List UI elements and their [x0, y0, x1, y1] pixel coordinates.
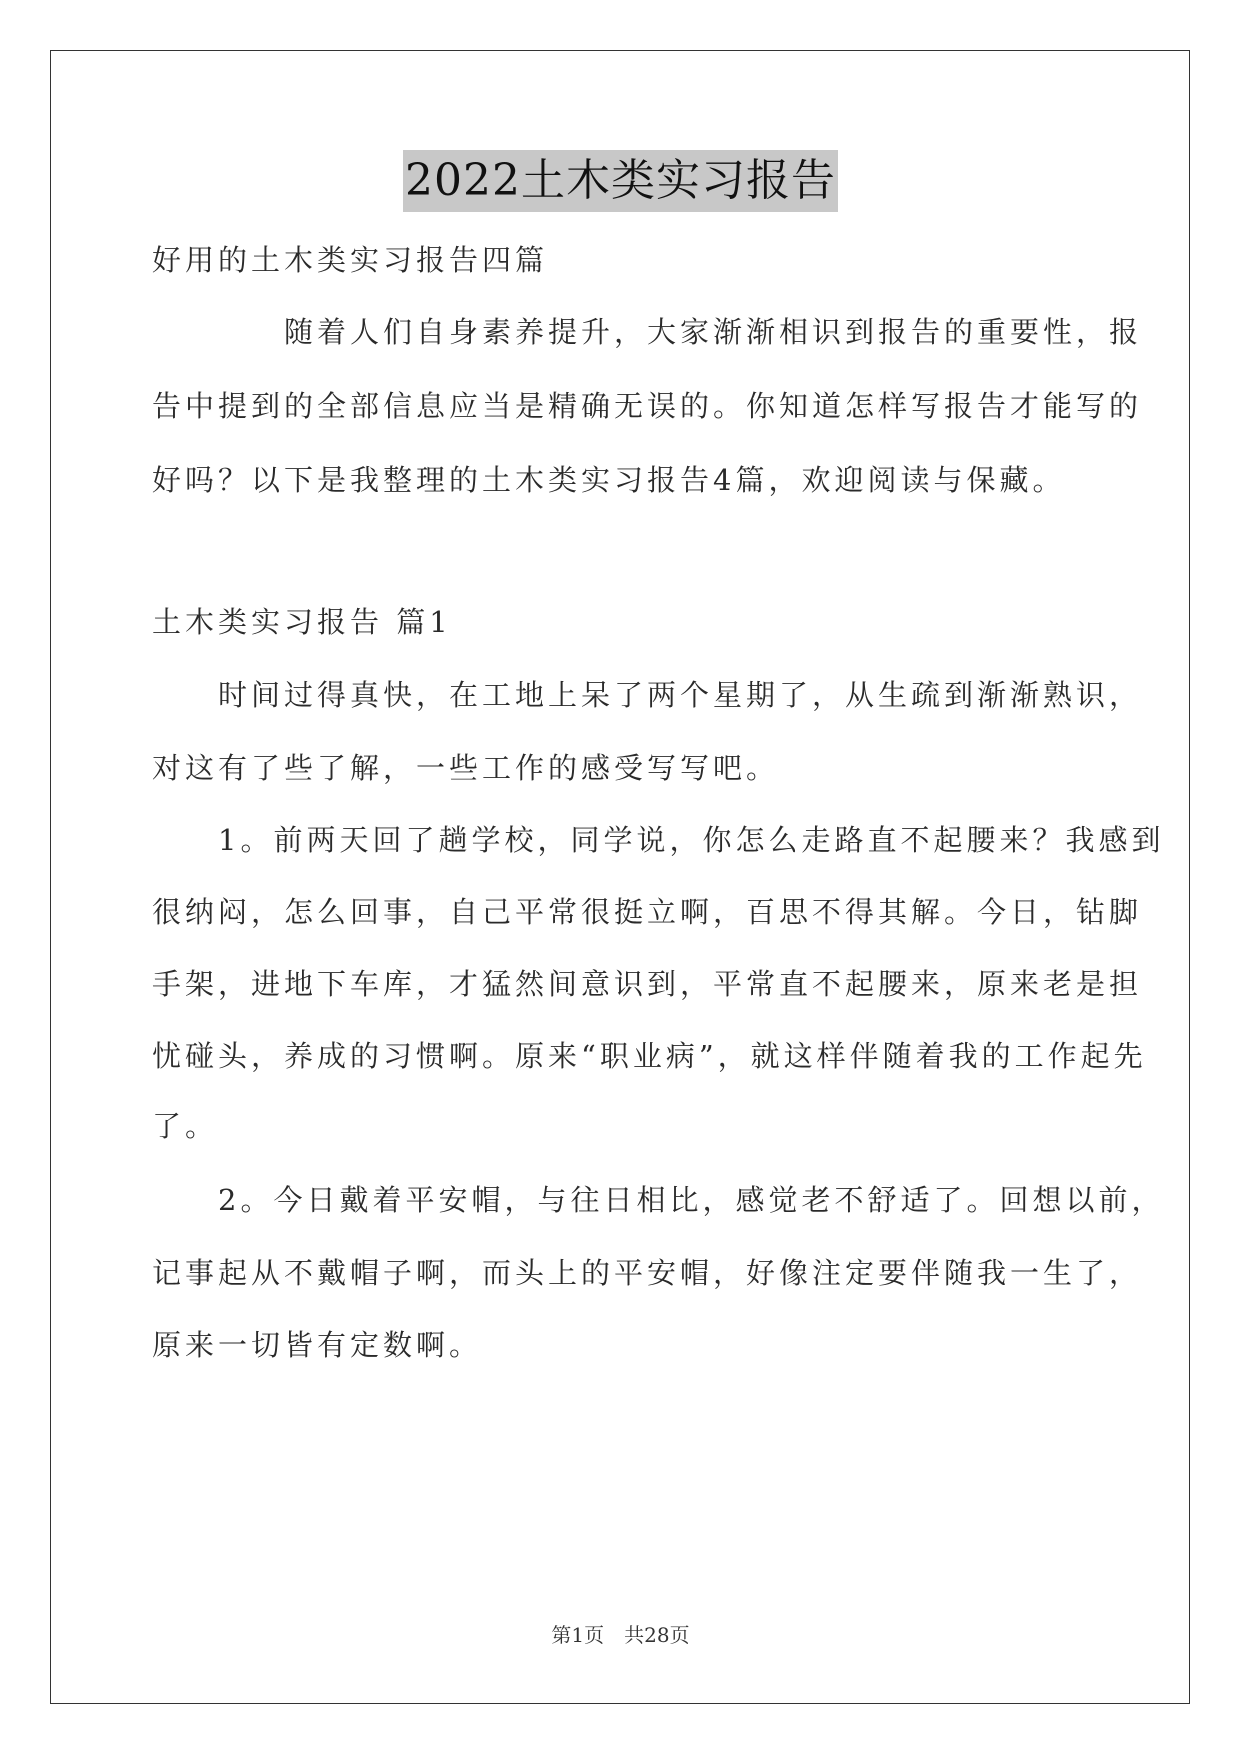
section-heading: 土木类实习报告 篇1 [152, 605, 452, 639]
paragraph-line: 原来一切皆有定数啊。 [152, 1328, 483, 1362]
paragraph-line: 很纳闷，怎么回事，自己平常很挺立啊，百思不得其解。今日，钻脚 [152, 895, 1143, 929]
subtitle-line: 好用的土木类实习报告四篇 [152, 243, 549, 277]
intro-line-2: 告中提到的全部信息应当是精确无误的。你知道怎样写报告才能写的 [152, 389, 1143, 423]
intro-line-1: 随着人们自身素养提升，大家渐渐相识到报告的重要性，报 [152, 315, 1143, 349]
intro-line-3: 好吗？以下是我整理的土木类实习报告4篇，欢迎阅读与保藏。 [152, 463, 1066, 497]
paragraph-line: 对这有了些了解，一些工作的感受写写吧。 [152, 751, 780, 785]
paragraph-line: 时间过得真快，在工地上呆了两个星期了，从生疏到渐渐熟识， [152, 678, 1143, 712]
paragraph-line: 记事起从不戴帽子啊，而头上的平安帽，好像注定要伴随我一生了， [152, 1256, 1143, 1290]
paragraph-line: 2。今日戴着平安帽，与往日相比，感觉老不舒适了。回想以前， [152, 1183, 1165, 1217]
document-title: 2022土木类实习报告 [403, 150, 838, 212]
paragraph-line: 手架，进地下车库，才猛然间意识到，平常直不起腰来，原来老是担 [152, 967, 1143, 1001]
page-footer: 第1页 共28页 [551, 1623, 690, 1647]
paragraph-line: 了。 [152, 1109, 219, 1143]
page-border [50, 50, 1190, 1704]
paragraph-line: 忧碰头，养成的习惯啊。原来“职业病”，就这样伴随着我的工作起先 [152, 1039, 1147, 1073]
title-container [0, 150, 1241, 212]
paragraph-line: 1。前两天回了趟学校，同学说，你怎么走路直不起腰来？我感到 [152, 823, 1165, 857]
